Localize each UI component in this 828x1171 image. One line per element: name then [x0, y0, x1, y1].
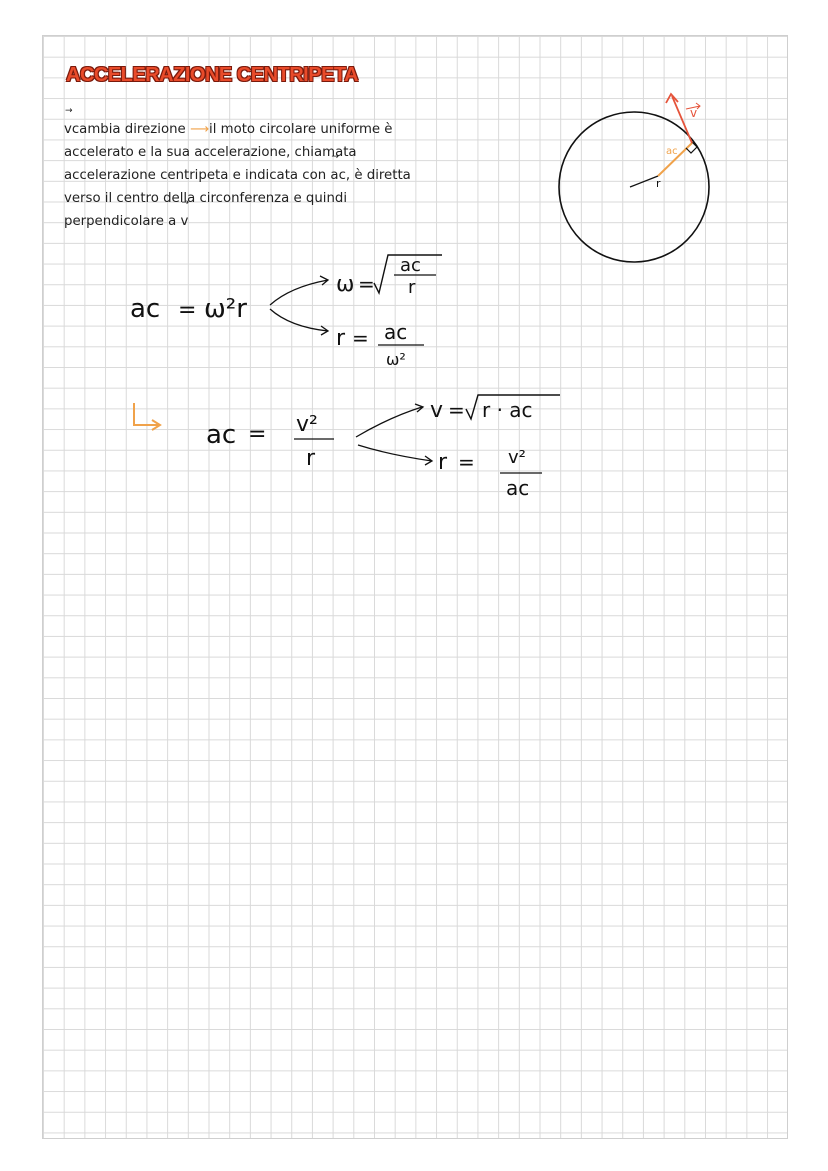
v-vector-symbol-2: → v	[181, 210, 189, 233]
right-arrow-icon: ⟶	[189, 122, 210, 137]
f1a-num: ac	[400, 255, 421, 276]
velocity-vector	[672, 96, 692, 143]
f1b-den: ω²	[386, 350, 406, 369]
intro-paragraph	[64, 118, 464, 233]
f1b-num: ac	[384, 320, 408, 344]
formula-omega	[336, 255, 442, 298]
formula-r-v	[438, 447, 542, 500]
f2b-den: ac	[506, 476, 530, 500]
v-label: v	[690, 106, 698, 120]
f2-den: r	[306, 446, 316, 471]
f2-num: v²	[296, 412, 318, 437]
formula-r-omega	[336, 320, 424, 369]
f1b-lhs: r	[336, 326, 346, 351]
intro-line-2: accelerato e la sua accelerazione, chiamata	[64, 145, 357, 160]
ac-vector-symbol: → ac	[330, 164, 345, 187]
page-title: ACCELERAZIONE CENTRIPETA	[66, 64, 359, 86]
hook-arrow-icon	[134, 403, 160, 430]
f1-lhs: ac	[130, 294, 161, 324]
f2-eq: =	[248, 422, 267, 447]
f1a-den: r	[408, 277, 416, 298]
f1a-eq: =	[358, 272, 375, 296]
f2a-eq: =	[448, 398, 465, 422]
f2a-rad: r · ac	[482, 398, 533, 422]
f2b-num: v²	[508, 447, 526, 468]
v-vector-symbol: → v	[64, 118, 72, 141]
intro-line-1: → vcambia direzione ⟶il moto circolare uniforme è	[64, 118, 464, 141]
f1-eq: =	[178, 298, 197, 323]
f1b-eq: =	[352, 326, 369, 350]
r-label: r	[656, 177, 661, 190]
formula-v	[430, 395, 560, 423]
radius-line	[630, 176, 658, 187]
intro-line-3: accelerazione centripeta e indicata con → ac, è diretta	[64, 164, 464, 187]
f2b-eq: =	[458, 450, 475, 474]
branch-arrows-2	[356, 404, 432, 465]
intro-line-4: verso il centro della circonferenza e quindi	[64, 191, 348, 206]
f1-rhs: ω²r	[204, 294, 247, 324]
f2a-lhs: v	[430, 398, 444, 423]
f1a-lhs: ω	[336, 272, 355, 297]
intro-line-5: perpendicolare a → v	[64, 210, 464, 233]
f2b-lhs: r	[438, 450, 448, 475]
formula-ac-omega	[130, 294, 247, 324]
formula-ac-v	[206, 412, 334, 471]
ac-label: ac	[666, 146, 678, 157]
formula-area	[120, 235, 640, 535]
velocity-arrowhead-icon	[666, 94, 678, 103]
branch-arrows-1	[270, 276, 328, 335]
f2-lhs: ac	[206, 420, 237, 450]
